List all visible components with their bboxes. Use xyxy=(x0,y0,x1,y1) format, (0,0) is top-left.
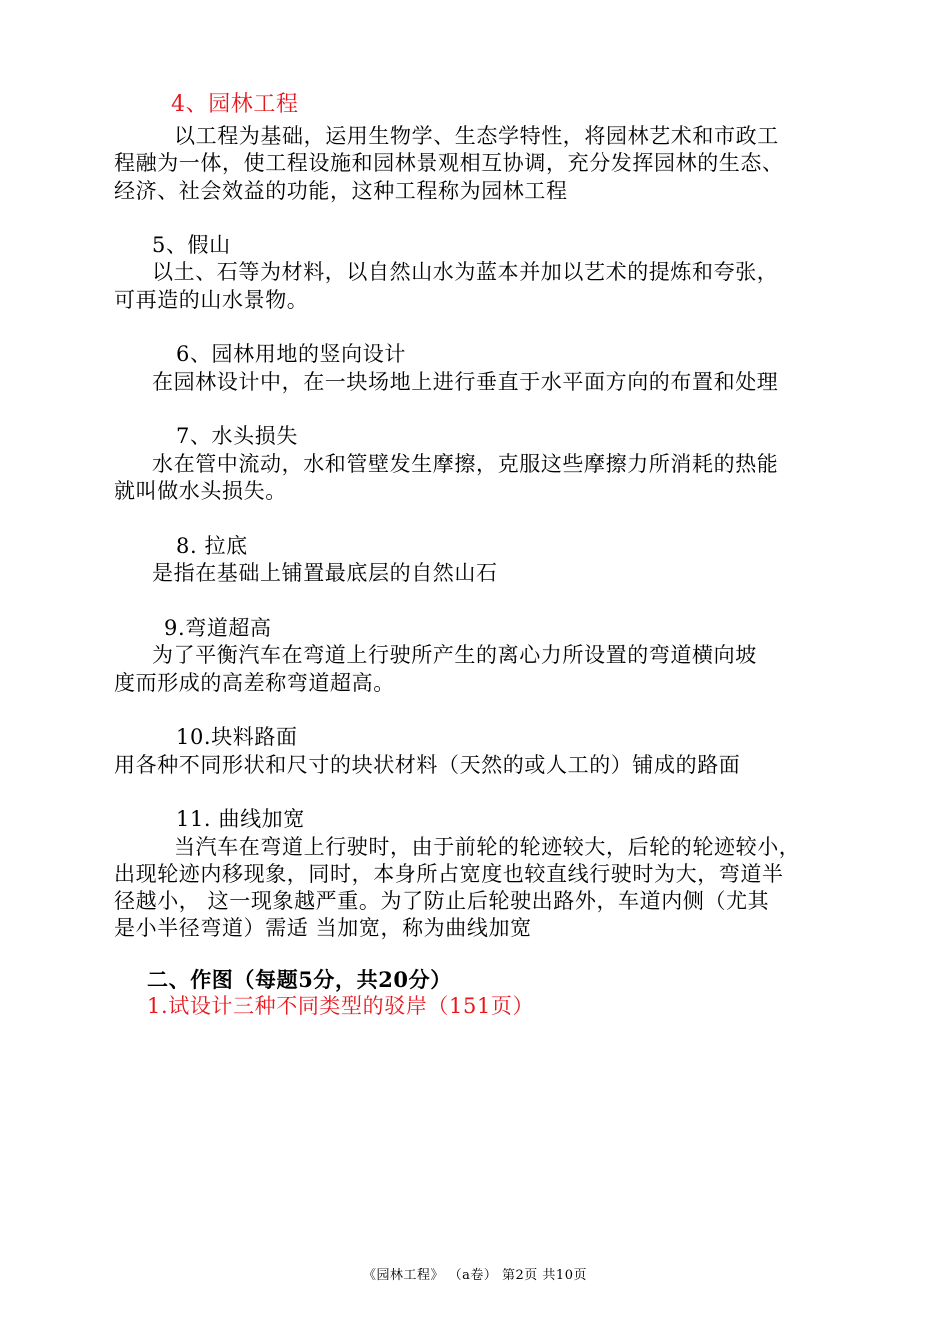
section-7-title: 7、水头损失 xyxy=(176,424,298,448)
section-11-line-1: 当汽车在弯道上行驶时，由于前轮的轮迹较大，后轮的轮迹较小， xyxy=(174,835,801,859)
section-5-title: 5、假山 xyxy=(152,233,231,257)
section-9-title: 9.弯道超高 xyxy=(164,616,272,640)
section-8-line-1: 是指在基础上铺置最底层的自然山石 xyxy=(152,561,498,585)
section-11-title: 11. 曲线加宽 xyxy=(176,807,305,831)
page-footer: 《园林工程》 （a卷） 第2页 共10页 xyxy=(363,1268,587,1283)
part-2-question-1: 1.试设计三种不同类型的驳岸（151页） xyxy=(147,994,535,1018)
section-5-line-2: 可再造的山水景物。 xyxy=(114,288,309,312)
section-6-title: 6、园林用地的竖向设计 xyxy=(176,342,406,366)
section-4-line-2: 程融为一体，使工程设施和园林景观相互协调，充分发挥园林的生态、 xyxy=(114,151,784,175)
section-11-line-2: 出现轮迹内移现象，同时，本身所占宽度也较直线行驶时为大，弯道半 xyxy=(114,862,784,886)
section-9-line-1: 为了平衡汽车在弯道上行驶所产生的离心力所设置的弯道横向坡 xyxy=(152,643,757,667)
section-4-line-3: 经济、社会效益的功能，这种工程称为园林工程 xyxy=(114,179,568,203)
section-11-line-4: 是小半径弯道）需适 当加宽，称为曲线加宽 xyxy=(114,916,532,940)
section-4-title: 4、园林工程 xyxy=(171,92,299,117)
section-4-line-1: 以工程为基础，运用生物学、生态学特性，将园林艺术和市政工 xyxy=(174,124,779,148)
section-10-line-1: 用各种不同形状和尺寸的块状材料（天然的或人工的）铺成的路面 xyxy=(114,753,741,777)
section-7-line-1: 水在管中流动，水和管壁发生摩擦，克服这些摩擦力所消耗的热能 xyxy=(152,452,779,476)
part-2-heading: 二、作图（每题5分，共20分） xyxy=(147,967,452,992)
section-8-title: 8. 拉底 xyxy=(176,534,248,558)
section-10-title: 10.块料路面 xyxy=(176,725,298,749)
section-7-line-2: 就叫做水头损失。 xyxy=(114,479,287,503)
section-9-line-2: 度而形成的高差称弯道超高。 xyxy=(114,671,395,695)
section-5-line-1: 以土、石等为材料，以自然山水为蓝本并加以艺术的提炼和夸张， xyxy=(152,260,779,284)
section-6-line-1: 在园林设计中，在一块场地上进行垂直于水平面方向的布置和处理 xyxy=(152,370,779,394)
section-11-line-3: 径越小， 这一现象越严重。为了防止后轮驶出路外，车道内侧（尤其 xyxy=(114,889,770,913)
